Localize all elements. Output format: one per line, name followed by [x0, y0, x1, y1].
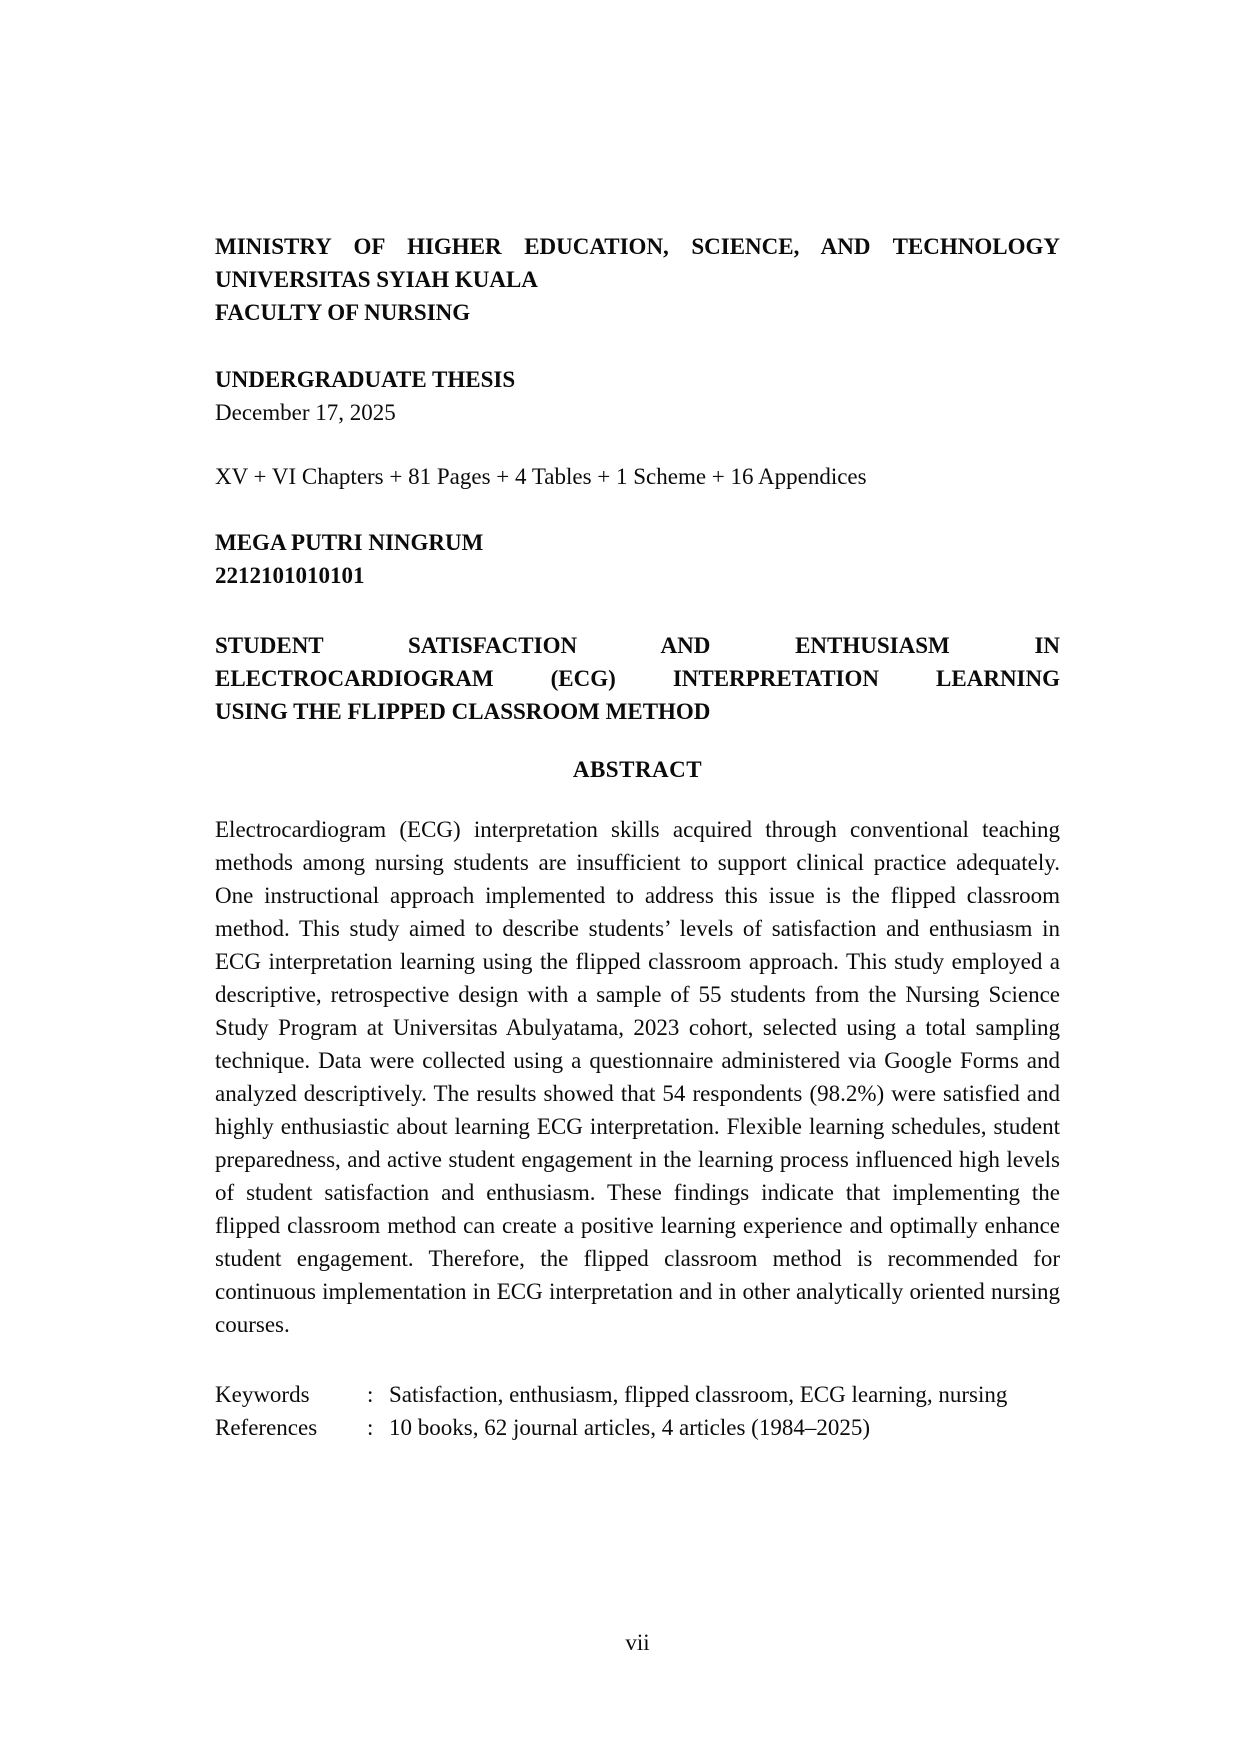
faculty-line: FACULTY OF NURSING	[215, 300, 471, 325]
keywords-row	[215, 1378, 1060, 1411]
keywords-label: Keywords	[215, 1382, 310, 1407]
collation-line: XV + VI Chapters + 81 Pages + 4 Tables + 1 Scheme + 16 Appendices	[215, 464, 867, 489]
abstract-heading: ABSTRACT	[572, 757, 703, 782]
keywords-value: Satisfaction, enthusiasm, flipped classroom, ECG learning, nursing	[389, 1382, 1008, 1407]
page-number: vii	[625, 1630, 650, 1655]
author-block	[215, 526, 1060, 592]
ministry-line: MINISTRY OF HIGHER EDUCATION, SCIENCE, AND TECHNOLOGY	[215, 234, 1060, 259]
thesis-info	[215, 363, 1060, 429]
thesis-title-line2: ELECTROCARDIOGRAM (ECG) INTERPRETATION LEARNING	[215, 666, 1060, 691]
author-name: MEGA PUTRI NINGRUM	[215, 530, 484, 555]
thesis-type: UNDERGRADUATE THESIS	[215, 367, 516, 392]
references-label: References	[215, 1415, 318, 1440]
abstract-paragraph: Electrocardiogram (ECG) interpretation skills acquired through conventional teaching methods among nursing students are insufficient to support clinical practice adequately. One instructional approach implemented to address this issue is the flipped classroom method. This study aimed to describe students’ levels of satisfaction and enthusiasm in ECG interpretation learning using the flipped classroom approach. This study employed a descriptive, retrospective design with a sample of 55 students from the Nursing Science Study Program at Universitas Abulyatama, 2023 cohort, selected using a total sampling technique. Data were collected using a questionnaire administered via Google Forms and analyzed descriptively. The results showed that 54 respondents (98.2%) were satisfied and highly enthusiastic about learning ECG interpretation. Flexible learning schedules, student preparedness, and active student engagement in the learning process influenced high levels of student satisfaction and enthusiasm. These findings indicate that implementing the flipped classroom method can create a positive learning experience and optimally enhance student engagement. Therefore, the flipped classroom method is recommended for continuous implementation in ECG interpretation and in other analytically oriented nursing courses.	[215, 817, 1060, 1337]
references-value: 10 books, 62 journal articles, 4 articles (1984–2025)	[389, 1415, 870, 1440]
page-content	[215, 230, 1060, 1444]
thesis-title	[215, 629, 1060, 728]
references-row	[215, 1411, 1060, 1444]
meta-block	[215, 1378, 1060, 1444]
student-id: 2212101010101	[215, 563, 365, 588]
keywords-separator: :	[367, 1382, 374, 1407]
university-line: UNIVERSITAS SYIAH KUALA	[215, 267, 538, 292]
thesis-title-line1: STUDENT SATISFACTION AND ENTHUSIASM IN	[215, 633, 1060, 658]
references-separator: :	[367, 1415, 374, 1440]
thesis-title-line3: USING THE FLIPPED CLASSROOM METHOD	[215, 699, 711, 724]
thesis-date: December 17, 2025	[215, 400, 396, 425]
institution-header	[215, 230, 1060, 329]
